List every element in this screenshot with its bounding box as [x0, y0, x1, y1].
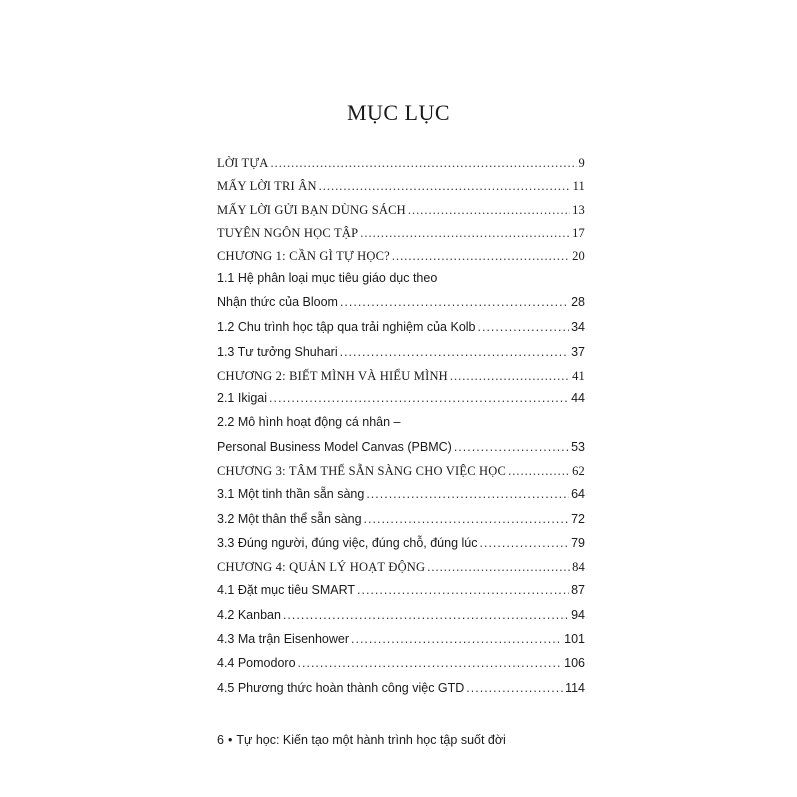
- toc-entry[interactable]: [217, 203, 585, 225]
- toc-entry-page: 20: [572, 249, 585, 263]
- toc-entry[interactable]: [217, 536, 585, 558]
- toc-chapter-entry[interactable]: [217, 249, 585, 271]
- toc-entry-page: 94: [571, 608, 585, 622]
- toc-chapter-entry[interactable]: [217, 369, 585, 391]
- toc-entry-page: 17: [572, 226, 585, 240]
- dot-leader: [340, 345, 569, 359]
- toc-entry-text: MẤY LỜI GỬI BẠN DÙNG SÁCH: [217, 203, 406, 217]
- toc-entry-text: 4.3 Ma trận Eisenhower: [217, 632, 350, 646]
- toc-entry-page: 13: [572, 203, 585, 217]
- toc-entry[interactable]: [217, 512, 585, 534]
- toc-entry[interactable]: [217, 415, 585, 437]
- toc-entry[interactable]: [217, 608, 585, 630]
- toc-entry-page: 106: [564, 656, 585, 670]
- toc-entry-page: 34: [571, 320, 585, 334]
- toc-entry-text: MẤY LỜI TRI ÂN: [217, 179, 317, 193]
- toc-entry[interactable]: [217, 156, 585, 178]
- toc-entry-text: CHƯƠNG 2: BIẾT MÌNH VÀ HIỂU MÌNH: [217, 369, 448, 383]
- dot-leader: [271, 156, 577, 171]
- toc-entry-text: 4.2 Kanban: [217, 608, 281, 622]
- toc-entry[interactable]: [217, 681, 585, 703]
- toc-entry-text: 3.3 Đúng người, đúng việc, đúng chỗ, đúng lúc: [217, 536, 478, 550]
- dot-leader: [340, 295, 569, 309]
- toc-entry[interactable]: [217, 391, 585, 413]
- toc-entry-text: 3.1 Một tinh thần sẵn sàng: [217, 487, 365, 501]
- toc-entry-text: 4.5 Phương thức hoàn thành công việc GTD: [217, 681, 465, 695]
- toc-entry-page: 84: [572, 560, 585, 574]
- dot-leader: [478, 320, 570, 334]
- toc-entry[interactable]: [217, 226, 585, 248]
- toc-entry[interactable]: [217, 320, 585, 342]
- dot-leader: [466, 681, 563, 695]
- toc-entry-page: 62: [572, 464, 585, 478]
- dot-leader: [366, 487, 569, 501]
- toc-entry-text: CHƯƠNG 4: QUẢN LÝ HOẠT ĐỘNG: [217, 560, 426, 574]
- toc-entry-text: CHƯƠNG 3: TÂM THẾ SẴN SÀNG CHO VIỆC HỌC: [217, 464, 507, 478]
- page-title: MỤC LỤC: [346, 100, 451, 125]
- toc-entry-page: 72: [571, 512, 585, 526]
- dot-leader: [408, 203, 570, 218]
- footer-separator: •: [227, 733, 233, 747]
- footer-book-title: Tự học: Kiến tạo một hành trình học tập suốt đời: [236, 733, 506, 747]
- dot-leader: [319, 179, 571, 194]
- toc-entry-page: 11: [572, 179, 585, 193]
- dot-leader: [480, 536, 570, 550]
- toc-entry-page: 114: [565, 681, 585, 695]
- toc-entry-page: 37: [571, 345, 585, 359]
- toc-entry-page: 28: [571, 295, 585, 309]
- toc-entry-text: 1.3 Tư tưởng Shuhari: [217, 345, 338, 359]
- dot-leader: [508, 464, 570, 479]
- toc-entry-text: 3.2 Một thân thể sẵn sàng: [217, 512, 362, 526]
- toc-entry-page: 79: [571, 536, 585, 550]
- dot-leader: [357, 583, 569, 597]
- dot-leader: [364, 512, 570, 526]
- toc-entry[interactable]: [217, 487, 585, 509]
- dot-leader: [298, 656, 563, 670]
- toc-entry-text: CHƯƠNG 1: CẦN GÌ TỰ HỌC?: [217, 249, 390, 263]
- dot-leader: [269, 391, 569, 405]
- toc-entry-page: 9: [578, 156, 585, 170]
- toc-entry-text: 1.2 Chu trình học tập qua trải nghiệm của Kolb: [217, 320, 476, 334]
- dot-leader: [351, 632, 562, 646]
- toc-entry-page: 64: [571, 487, 585, 501]
- toc-entry-page: 101: [564, 632, 585, 646]
- toc-entry-text: TUYÊN NGÔN HỌC TẬP: [217, 226, 359, 240]
- toc-entry-page: 44: [571, 391, 585, 405]
- footer-page-number: 6: [217, 733, 224, 747]
- toc-entry-page: 41: [572, 369, 585, 383]
- page-footer: [217, 733, 506, 747]
- toc-entry[interactable]: [217, 271, 585, 293]
- toc-entry-page: 87: [571, 583, 585, 597]
- toc-chapter-entry[interactable]: [217, 560, 585, 582]
- dot-leader: [454, 440, 569, 454]
- toc-entry-text: 2.2 Mô hình hoạt động cá nhân –: [217, 415, 401, 429]
- toc-entry[interactable]: [217, 295, 585, 317]
- toc-entry-text: 1.1 Hệ phân loại mục tiêu giáo dục theo: [217, 271, 438, 285]
- toc-entry-text: LỜI TỰA: [217, 156, 269, 170]
- dot-leader: [450, 369, 570, 384]
- toc-entry[interactable]: [217, 632, 585, 654]
- dot-leader: [392, 249, 570, 264]
- dot-leader: [360, 226, 570, 241]
- toc-entry-text: 4.4 Pomodoro: [217, 656, 296, 670]
- toc-entry[interactable]: [217, 345, 585, 367]
- toc-entry[interactable]: [217, 440, 585, 462]
- toc-chapter-entry[interactable]: [217, 464, 585, 486]
- toc-entry-page: 53: [571, 440, 585, 454]
- toc-entry-text: 2.1 Ikigai: [217, 391, 268, 405]
- toc-entry-text: Personal Business Model Canvas (PBMC): [217, 440, 452, 454]
- toc-entry[interactable]: [217, 583, 585, 605]
- dot-leader: [283, 608, 569, 622]
- toc-entry[interactable]: [217, 179, 585, 201]
- toc-entry[interactable]: [217, 656, 585, 678]
- dot-leader: [427, 560, 570, 575]
- toc-entry-text: 4.1 Đặt mục tiêu SMART: [217, 583, 356, 597]
- toc-entry-text: Nhận thức của Bloom: [217, 295, 338, 309]
